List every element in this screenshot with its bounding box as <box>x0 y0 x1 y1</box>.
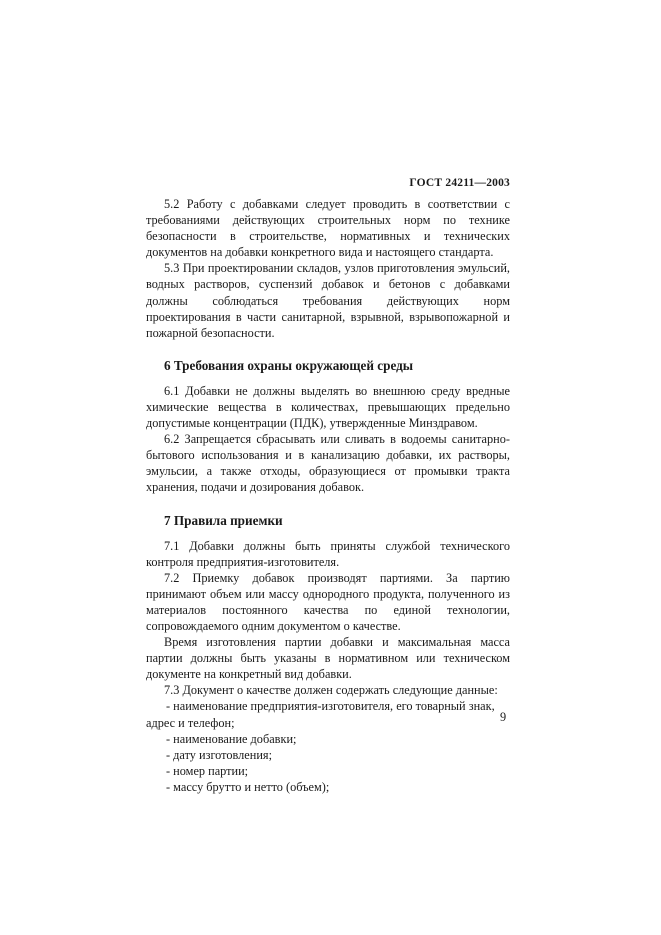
section-6-heading: 6 Требования охраны окружающей среды <box>164 357 414 373</box>
paragraph-5-2: 5.2 Работу с добавками следует проводить в соответствии с требованиями действующих строительных норм по технике безопасности в строительстве, нормативных и технических документов на добавки конкретного вида и настоящего стандарта. <box>146 197 510 260</box>
paragraph-5-3: 5.3 При проектировании складов, узлов приготовления эмульсий, водных растворов, суспензий добавок и бетонов с добавками должны соблюдаться требования действующих норм проектирования в части санитарной, взрывной, взрывопожарной и пожарной безопасности. <box>146 261 510 340</box>
document-header: ГОСТ 24211—2003 <box>409 177 510 189</box>
quality-document-list <box>146 698 510 795</box>
section-7-heading: 7 Правила приемки <box>164 512 283 528</box>
paragraph-6-1: 6.1 Добавки не должны выделять во внешнюю среду вредные химические вещества в количествах, превышающих предельно допустимые концентрации (ПДК), утвержденные Минздравом. <box>146 383 510 431</box>
page-number: 9 <box>500 710 507 724</box>
paragraph-7-1: 7.1 Добавки должны быть приняты службой технического контроля предприятия-изготовителя. <box>146 538 510 569</box>
list-item: - массу брутто и нетто (объем); <box>166 779 330 794</box>
paragraph-7-2: 7.2 Приемку добавок производят партиями. За партию принимают объем или массу однородного продукта, полученного из материалов постоянного качества по единой технологии, сопровождаемого одним документом о качестве. <box>146 570 510 633</box>
paragraph-7-3: 7.3 Документ о качестве должен содержать следующие данные: <box>164 683 498 698</box>
list-item: - наименование добавки; <box>166 731 297 746</box>
paragraph-6-2: 6.2 Запрещается сбрасывать или сливать в водоемы санитарно-бытового использования и в канализацию добавки, их растворы, эмульсии, а также отходы, образующиеся от промывки тракта хранения, подачи и дозирования добавок. <box>146 432 510 495</box>
page-body <box>146 196 510 795</box>
list-item: - номер партии; <box>166 763 249 778</box>
paragraph-7-2-continued: Время изготовления партии добавки и максимальная масса партии должны быть указаны в нормативном или техническом документе на конкретный вид добавки. <box>146 635 510 682</box>
list-item: - наименование предприятия-изготовителя, его товарный знак, адрес и телефон; <box>146 699 495 730</box>
list-item: - дату изготовления; <box>166 747 272 762</box>
